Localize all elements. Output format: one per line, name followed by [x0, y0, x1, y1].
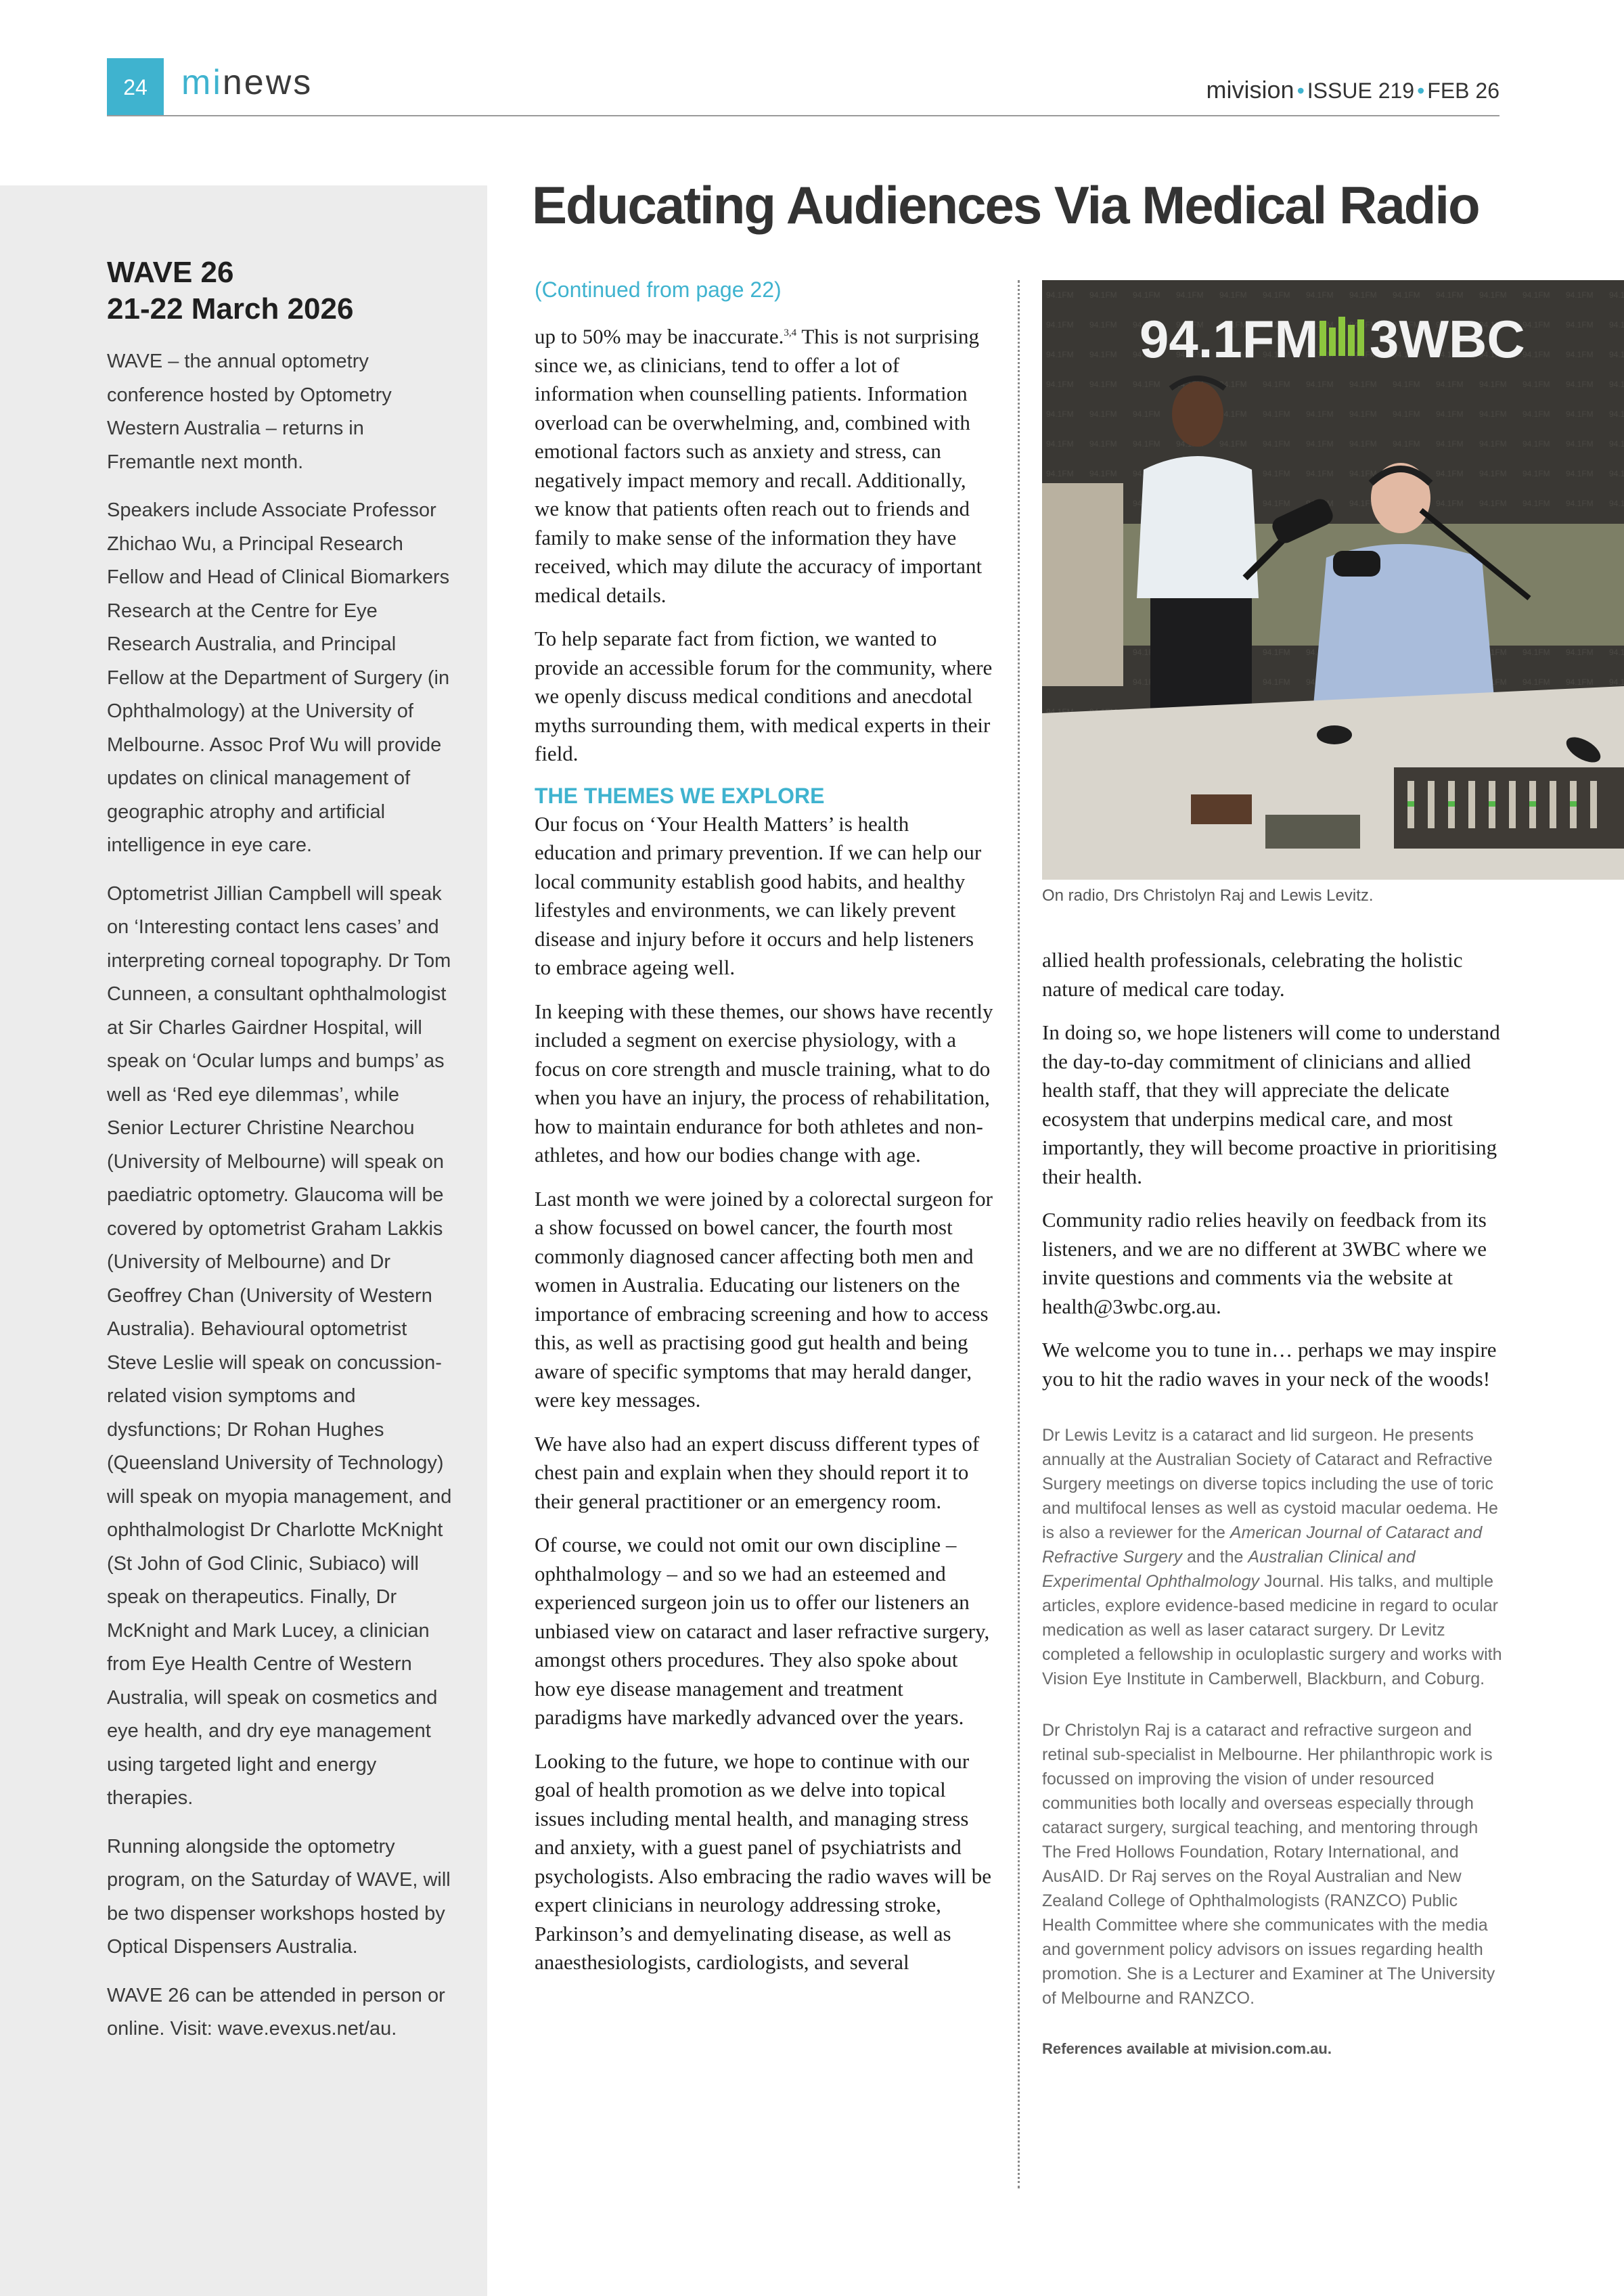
body-paragraph: Of course, we could not omit our own discipline – ophthalmology – and so we had an esteemed and experienced surgeon join us to offer our listeners an unbiased view on cataract and laser refractive surgery, amongst others procedures. They also spoke about how eye disease management and treatment paradigms have markedly advanced over the years. [535, 1533, 990, 1730]
author-bio: Dr Christolyn Raj is a cataract and refractive surgeon and retinal sub-specialist in Melbourne. Her philanthropic work is focussed on improving the vision of under resourced communities both locally and overseas especially through cataract surgery, surgical teaching, and mentoring through The Fred Hollows Foundation, Rotary International, and AusAID. Dr Raj serves on the Royal Australian and New Zealand College of Ophthalmologists (RANZCO) Public Health Committee where she communicates with the media and government policy advisors on issues regarding health promotion. She is a Lecturer and Examiner at The University of Melbourne and RANZCO. [1042, 1721, 1495, 2008]
sidebar-title-line2: 21-22 March 2026 [107, 292, 354, 325]
article-column-right [1042, 946, 1509, 2058]
body-paragraph: In keeping with these themes, our shows have recently included a segment on exercise physiology, with a focus on core strength and muscle training, what to do when you have an injury, the process of rehabilitation, how to maintain endurance for both athletes and non-athletes, and how our bodies change with age. [535, 999, 993, 1167]
brand-name: mivision [1206, 76, 1294, 104]
body-paragraph: We have also had an expert discuss different types of chest pain and explain when they should report it to their general practitioner or an emergency room. [535, 1431, 980, 1513]
section-suffix: news [222, 63, 313, 102]
subheading: THE THEMES WE EXPLORE [535, 783, 825, 808]
sidebar-title-line1: WAVE 26 [107, 256, 234, 289]
journal-name: American Journal of Cataract and Refractive Surgery [1042, 1523, 1483, 1567]
column-divider [1018, 280, 1020, 2188]
station-logo-bars [1320, 317, 1364, 356]
author-bio [1042, 1423, 1509, 1691]
body-paragraph: In doing so, we hope listeners will come to understand the day-to-day commitment of clinicians and allied health staff, that they will appreciate the delicate ecosystem that underpins medical care, and most importantly, they will become proactive in prioritising their health. [1042, 1020, 1500, 1188]
bio-text: and the [1182, 1548, 1248, 1567]
station-sign-frequency: 94.1FM [1140, 309, 1319, 369]
section-title [181, 62, 313, 103]
references-note: References available at mivision.com.au. [1042, 2040, 1332, 2057]
article-headline: Educating Audiences Via Medical Radio [532, 175, 1479, 235]
body-paragraph: To help separate fact from fiction, we wanted to provide an accessible forum for the community, where we openly discuss medical conditions and anecdotal myths surrounding them, with medical experts in their field. [535, 627, 993, 766]
issue-info [1206, 76, 1499, 104]
issue-number: ISSUE 219 [1307, 78, 1415, 103]
body-paragraph: Community radio relies heavily on feedback from its listeners, and we are no different at 3WBC where we invite questions and comments via the website at health@3wbc.org.au. [1042, 1208, 1487, 1318]
body-paragraph: Looking to the future, we hope to continue with our goal of health promotion as we delve into topical issues including mental health, and managing stress and anxiety, with a guest panel of psychiatrists and psychologists. Also embracing the radio waves will be expert clinicians in neurology addressing stroke, Parkinson’s and demyelinating disease, as well as anaesthesiologists, cardiologists, and several [535, 1749, 991, 1975]
sidebar-paragraph: WAVE 26 can be attended in person or online. Visit: wave.evexus.net/au. [107, 1984, 445, 2040]
reference-superscript: 3,4 [784, 328, 797, 338]
separator-dot: • [1296, 78, 1305, 103]
sidebar [0, 185, 487, 2296]
body-paragraph: Last month we were joined by a colorectal surgeon for a show focussed on bowel cancer, the fourth most commonly diagnosed cancer affecting both men and women in Australia. Educating our listeners on the importance of embracing screening and how to access this, as well as practising good gut health and being aware of specific symptoms that may herald danger, were key messages. [535, 1186, 993, 1412]
issue-date: FEB 26 [1427, 78, 1499, 103]
separator-dot: • [1417, 78, 1425, 103]
radio-studio-photo [1042, 280, 1624, 880]
bio-text: Dr Lewis Levitz is a cataract and lid surgeon. He presents annually at the Australian Society of Cataract and Refractive Surgery meetings on diverse topics including the use of toric and multifocal lenses as well as cystoid macular oedema. He is also a reviewer for the [1042, 1426, 1498, 1542]
station-sign-name: 3WBC [1370, 309, 1525, 369]
sidebar-paragraph: WAVE – the annual optometry conference hosted by Optometry Western Australia – returns in Fremantle next month. [107, 351, 392, 473]
body-paragraph: allied health professionals, celebrating the holistic nature of medical care today. [1042, 948, 1463, 1001]
photo-caption: On radio, Drs Christolyn Raj and Lewis Levitz. [1042, 886, 1374, 905]
bio-text: Journal. His talks, and multiple articles, explore evidence-based medicine in regard to ocular medication as well as laser cataract surgery. Dr Levitz completed a fellowship in oculoplastic surgery and works with Vision Eye Institute in Camberwell, Blackburn, and Coburg. [1042, 1572, 1502, 1688]
journal-name: Australian Clinical and Experimental Ophthalmology [1042, 1548, 1416, 1591]
header-rule [107, 115, 1499, 116]
page-number: 24 [107, 58, 164, 116]
body-paragraph [535, 319, 995, 610]
photo-illustration [1042, 280, 1624, 880]
article-column-middle [535, 277, 995, 1992]
body-paragraph: We welcome you to tune in… perhaps we may inspire you to hit the radio waves in your neck of the woods! [1042, 1338, 1497, 1391]
continued-note: (Continued from page 22) [535, 277, 782, 302]
sidebar-paragraph: Running alongside the optometry program, on the Saturday of WAVE, will be two dispenser workshops hosted by Optical Dispensers Australia. [107, 1835, 451, 1958]
body-paragraph: Our focus on ‘Your Health Matters’ is health education and primary prevention. If we can help our local community establish good habits, and healthy lifestyles and environments, we can likely prevent disease and injury before it occurs and help listeners to embrace ageing well. [535, 811, 982, 980]
sidebar-paragraph: Optometrist Jillian Campbell will speak on ‘Interesting contact lens cases’ and interpreting corneal topography. Dr Tom Cunneen, a consultant ophthalmologist at Sir Charles Gairdner Hospital, will speak on ‘Ocular lumps and bumps’ as well as ‘Red eye dilemmas’, while Senior Lecturer Christine Nearchou (University of Melbourne) will speak on paediatric optometry. Glaucoma will be covered by optometrist Graham Lakkis (University of Melbourne) and Dr Geoffrey Chan (University of Western Australia). Behavioural optometrist Steve Leslie will speak on concussion-related vision symptoms and dysfunctions; Dr Rohan Hughes (Queensland University of Technology) will speak on myopia management, and ophthalmologist Dr Charlotte McKnight (St John of God Clinic, Subiaco) will speak on therapeutics. Finally, Dr McKnight and Mark Lucey, a clinician from Eye Health Centre of Western Australia, will speak on cosmetics and eye health, and dry eye management using targeted light and energy therapies. [107, 882, 452, 1809]
section-prefix: mi [181, 63, 223, 102]
sidebar-title [107, 254, 452, 328]
body-text: This is not surprising since we, as clinicians, tend to offer a lot of information when counselling patients. Information overload can be overwhelming, and, combined with emotional factors such as anxiety and stress, can negatively impact memory and recall. Additionally, we know that patients often reach out to friends and family to make sense of the information they have received, which may dilute the accuracy of important medical details. [535, 324, 983, 607]
body-text: up to 50% may be inaccurate. [535, 324, 784, 348]
sidebar-paragraph: Speakers include Associate Professor Zhichao Wu, a Principal Research Fellow and Head of Clinical Biomarkers Research at the Centre for Eye Research Australia, and Principal Fellow at the Department of Surgery (in Ophthalmology) at the University of Melbourne. Assoc Prof Wu will provide updates on clinical management of geographic atrophy and artificial intelligence in eye care. [107, 499, 450, 856]
sidebar-content [107, 254, 452, 2061]
